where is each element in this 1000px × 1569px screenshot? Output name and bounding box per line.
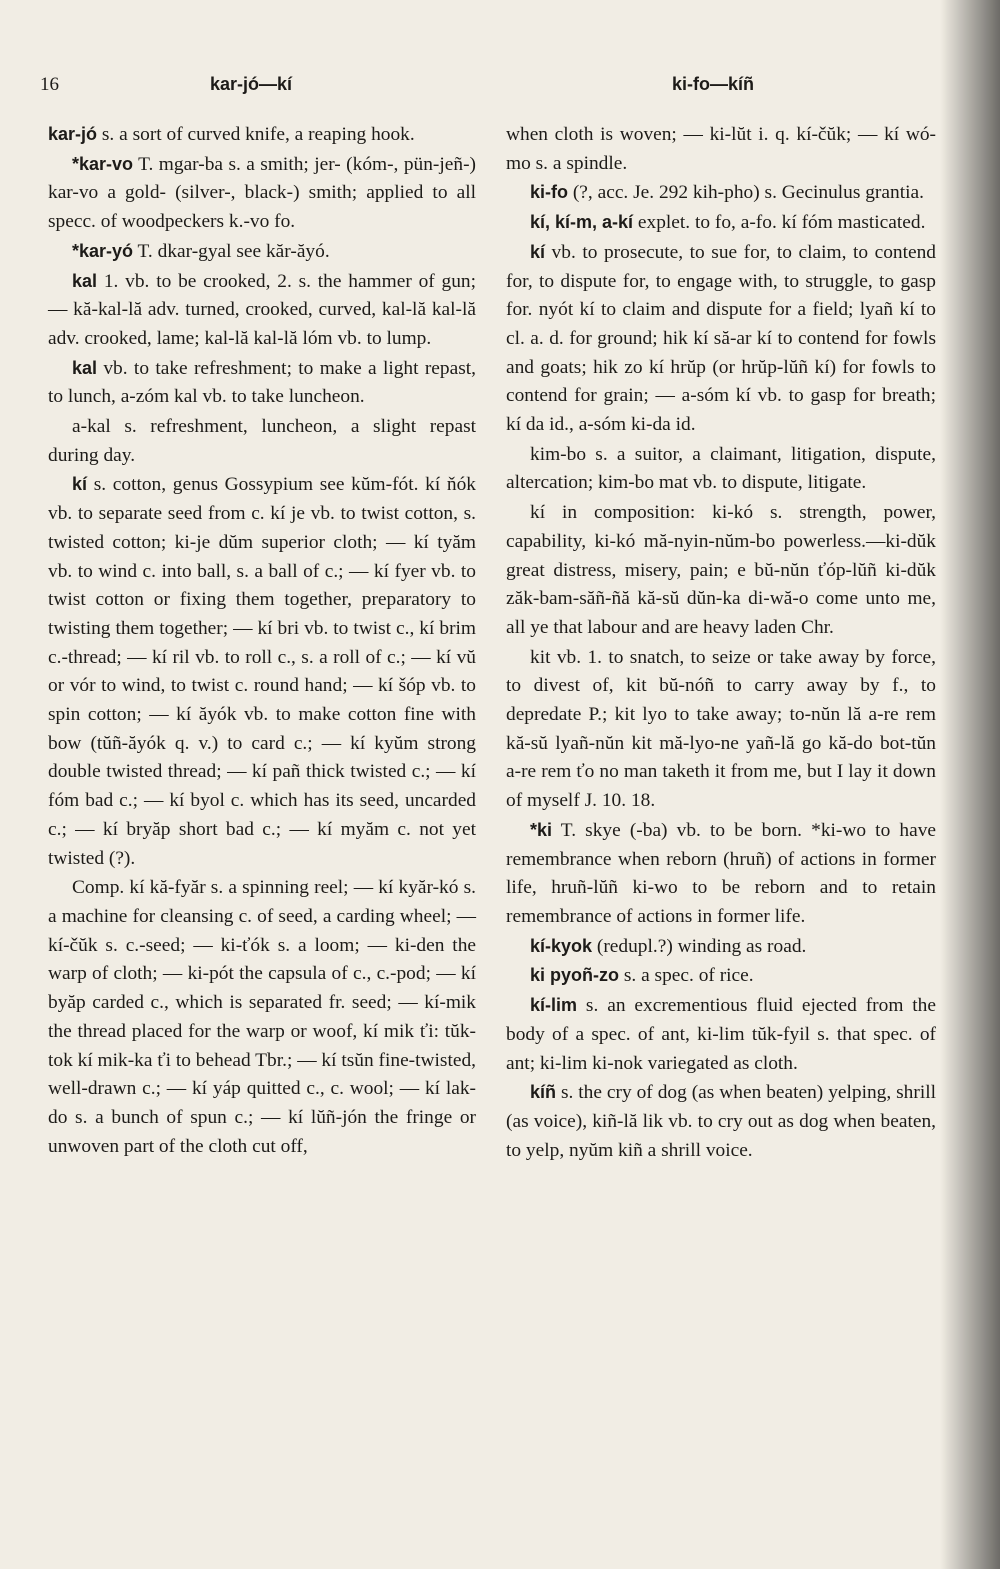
- entry-text: when cloth is woven; — ki-lŭt i. q. kí-čŭk; — kí wó-mo s. a spindle.: [506, 124, 936, 174]
- entry-text: s. cotton, genus Gossypium see kŭm-fót. kí ňók vb. to separate seed from c. kí je vb. to twist cotton, s. twisted cotton; ki-je dŭm superior cloth; — kí tyăm vb. to wind c. into ball, s. a ball of c.; — kí fyer vb. to twist cotton or fixing them together, preparatory to twisting them together; — kí bri vb. to twist c., kí brim c.-thread; — kí ril vb. to roll c., s. a roll of c.; — kí vŭ or vór to wind, to twist c. round hand; — kí šóp vb. to spin cotton; — kí ăyók vb. to make cotton fine with bow (tŭñ-ăyók q. v.) to card c.; — kí kyŭm strong double twisted thread; — kí pañ thick twisted c.; — kí fóm bad c.; — kí byol c. which has its seed, uncarded c.; — kí bryăp short bad c.; — kí myăm c. not yet twisted (?).: [48, 474, 476, 869]
- dictionary-entry: [506, 178, 936, 208]
- entry-text: (?, acc. Je. 292 kih-pho) s. Gecinulus grantia.: [568, 182, 924, 204]
- headword: *kar-yó: [72, 240, 134, 261]
- entry-text: 1. vb. to be crooked, 2. s. the hammer of gun; — kă-kal-lă adv. turned, crooked, curved, kal-lă kal-lă adv. crooked, lame; kal-lă kal-lă lóm vb. to lump.: [48, 270, 476, 349]
- dictionary-entry: [506, 932, 936, 962]
- page-number: 16: [40, 74, 59, 95]
- headword: kal: [72, 357, 98, 378]
- entry-text: Comp. kí kă-fyăr s. a spinning reel; — kí kyăr-kó s. a machine for cleansing c. of seed, a carding wheel; — kí-čŭk s. c.-seed; — ki-ťók s. a loom; — ki-den the warp of cloth; — ki-pót the capsula of c., c.-pod; — kí byăp carded c., which is separated fr. seed; — kí-mik the thread placed for the warp or woof, kí mik ťi: tŭk-tok kí mik-ka ťi to behead Tbr.; — kí tsŭn fine-twisted, well-drawn c.; — kí yáp quitted c., c. wool; — kí lak-do s. a bunch of spun c.; — kí lŭñ-jón the fringe or unwoven part of the cloth cut off,: [48, 877, 476, 1157]
- headword: kí: [530, 241, 546, 262]
- right-running-head: ki-fo—kíñ: [672, 74, 755, 94]
- entry-text: T. mgar-ba s. a smith; jer- (kóm-, pün-jeñ-) kar-vo a gold- (silver-, black-) smith; applied to all specc. of woodpeckers k.-vo fo.: [48, 153, 476, 233]
- dictionary-entry: [48, 873, 476, 1161]
- headword: kal: [72, 270, 98, 291]
- entry-text: s. an excrementious fluid ejected from the body of a spec. of ant, ki-lim tŭk-fyil s. that spec. of ant; ki-lim ki-nok variegated as cloth.: [506, 995, 936, 1074]
- entry-text: s. a spec. of rice.: [619, 965, 754, 987]
- dictionary-entry: [506, 643, 936, 816]
- headword: kí: [72, 474, 88, 495]
- entry-text: T. dkar-gyal see kăr-ăyó.: [133, 240, 330, 262]
- headword: kí-lim: [530, 995, 578, 1016]
- headword: ki pyoñ-zo: [530, 965, 619, 986]
- dictionary-entry: [506, 1078, 936, 1165]
- entry-text: s. the cry of dog (as when beaten) yelping, shrill (as voice), kiñ-lă lik vb. to cry out as dog when beaten, to yelp, nyŭm kiñ a shrill voice.: [506, 1082, 936, 1161]
- dictionary-entry: [48, 470, 476, 873]
- headword: *ki: [530, 819, 553, 840]
- dictionary-entry: [506, 120, 936, 178]
- entry-text: vb. to prosecute, to sue for, to claim, to contend for, to dispute for, to engage with, to struggle, to gasp for. nyót kí to claim and dispute for a field; lyañ kí to cl. a. d. for ground; hik kí să-ar kí to contend for fowls and goats; hik zo kí hrŭp (or hrŭp-lŭñ kí) for fowls to contend for grain; — a-sóm kí vb. to gasp for breath; kí da id., a-sóm ki-da id.: [506, 241, 936, 436]
- dictionary-entry: [506, 238, 936, 440]
- dictionary-entry: [506, 961, 936, 991]
- entry-text: explet. to fo, a-fo. kí fóm masticated.: [633, 212, 926, 234]
- entry-text: kim-bo s. a suitor, a claimant, litigation, dispute, altercation; kim-bo mat vb. to dispute, litigate.: [506, 443, 936, 494]
- dictionary-entry: [506, 208, 936, 238]
- dictionary-entry: [48, 412, 476, 470]
- dictionary-entry: [48, 150, 476, 237]
- left-running-head: kar-jó—kí: [210, 74, 293, 94]
- dictionary-entry: [506, 440, 936, 498]
- entry-text: vb. to take refreshment; to make a light repast, to lunch, a-zóm kal vb. to take luncheon.: [48, 357, 476, 408]
- page-edge-shadow: [940, 0, 1000, 1569]
- headword: ki-fo: [530, 182, 568, 203]
- page-header: [0, 74, 1000, 104]
- left-column: [48, 120, 476, 1161]
- dictionary-entry: [48, 354, 476, 412]
- dictionary-entry: [48, 120, 476, 150]
- dictionary-entry: [48, 237, 476, 267]
- dictionary-entry: [48, 267, 476, 354]
- entry-text: kí in composition: ki-kó s. strength, power, capability, ki-kó mă-nyin-nŭm-bo powerless.—ki-dŭk great distress, misery, pain; e bŭ-nŭn ťóp-lŭñ ki-dŭk zăk-bam-săñ-ñă kă-sŭ dŭn-ka di-wă-o come unto me, all ye that labour and are heavy laden Chr.: [506, 502, 936, 638]
- headword: kíñ: [530, 1082, 557, 1103]
- entry-text: s. a sort of curved knife, a reaping hook.: [97, 124, 415, 145]
- dictionary-entry: [506, 991, 936, 1078]
- headword: kí, kí-m, a-kí: [530, 212, 634, 233]
- entry-text: T. skye (-ba) vb. to be born. *ki-wo to have remembrance when reborn (hruñ) of actions in former life, hruñ-lŭñ ki-wo to be reborn and to retain remembrance of actions in former life.: [506, 819, 936, 927]
- entry-text: (redupl.?) winding as road.: [592, 935, 807, 957]
- dictionary-entry: [506, 498, 936, 643]
- headword: kí-kyok: [530, 935, 593, 956]
- right-column: [506, 120, 936, 1165]
- entry-text: kit vb. 1. to snatch, to seize or take away by force, to divest of, kit bŭ-nóñ to carry away by f., to depredate P.; kit lyo to take away; to-nŭn lă a-re rem kă-sŭ lyañ-nŭn kit mă-lyo-ne yañ-lă go kă-do bot-tŭn a-re rem ťo no man taketh it from me, but I lay it down of myself J. 10. 18.: [506, 646, 936, 812]
- dictionary-entry: [506, 816, 936, 932]
- entry-text: a-kal s. refreshment, luncheon, a slight repast during day.: [48, 416, 476, 466]
- headword: kar-jó: [48, 124, 98, 144]
- headword: *kar-vo: [72, 153, 134, 174]
